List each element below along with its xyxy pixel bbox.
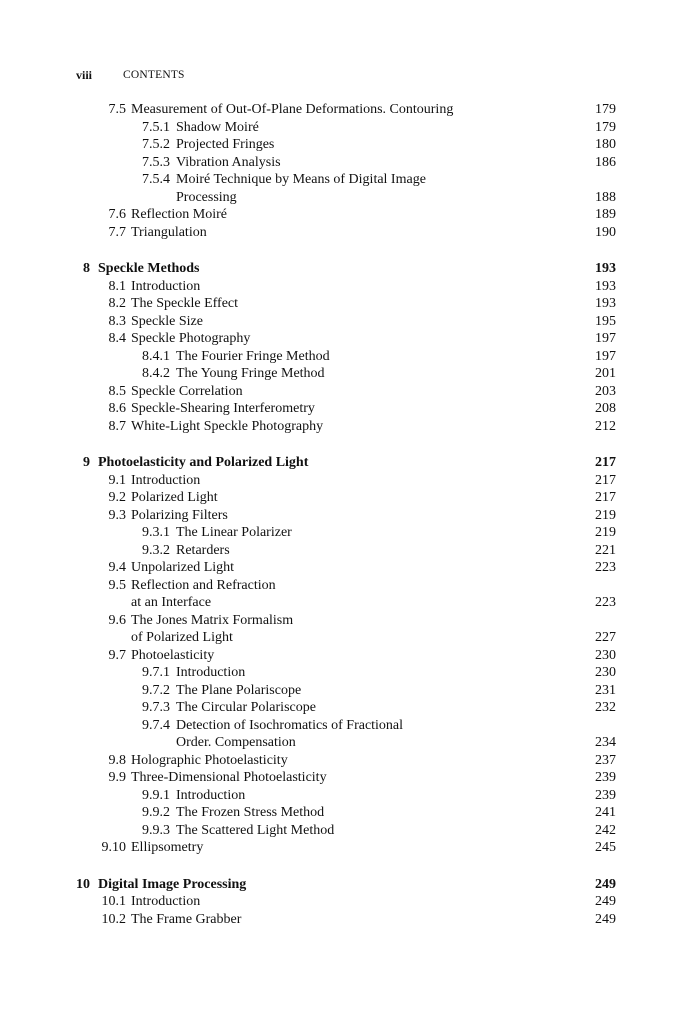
entry-number: 9.9.3 [142, 822, 170, 838]
section-entry[interactable] [0, 577, 695, 595]
entry-number: 9.7.3 [142, 700, 170, 715]
subsection-entry[interactable] [0, 136, 695, 154]
entry-page-number: 208 [595, 401, 616, 416]
entry-number: 9.7 [108, 647, 126, 663]
entry-page-number: 230 [595, 665, 616, 680]
entry-number: 9.9 [108, 770, 126, 785]
entry-page-number: 180 [595, 137, 616, 152]
entry-title: Holographic Photoelasticity [131, 752, 288, 768]
entry-title: Speckle Methods [98, 261, 200, 276]
subsection-entry[interactable] [0, 524, 695, 542]
entry-title: Speckle Size [131, 313, 203, 329]
toc-entry-continuation[interactable] [0, 594, 695, 612]
entry-page-number: 237 [595, 752, 616, 768]
entry-title: Introduction [176, 787, 246, 803]
entry-number: 8.3 [108, 313, 126, 329]
entry-title: Processing [176, 189, 237, 205]
entry-title: Speckle Correlation [131, 383, 243, 399]
entry-number: 9.6 [108, 612, 126, 628]
entry-title: Unpolarized Light [131, 560, 235, 575]
entry-number: 8 [83, 261, 90, 276]
entry-number: 9.7.2 [142, 682, 170, 698]
entry-title: Polarizing Filters [131, 507, 228, 523]
entry-number: 9.3.2 [142, 542, 170, 558]
entry-number: 8.1 [108, 278, 126, 294]
entry-page-number: 203 [595, 383, 616, 399]
entry-title: White-Light Speckle Photography [131, 418, 324, 434]
entry-number: 9.5 [108, 577, 126, 593]
entry-number: 9.7.4 [142, 717, 170, 733]
subsection-entry[interactable] [0, 542, 695, 560]
entry-page-number: 179 [595, 119, 616, 135]
entry-page-number: 193 [595, 261, 616, 276]
toc-entry-continuation[interactable] [0, 629, 695, 647]
entry-title: Retarders [176, 542, 230, 558]
entry-number: 7.5.3 [142, 154, 170, 170]
entry-number: 7.5.1 [142, 119, 170, 135]
subsection-entry[interactable] [0, 804, 695, 822]
group-spacer [0, 857, 695, 876]
entry-title: Reflection and Refraction [131, 577, 276, 593]
subsection-entry[interactable] [0, 154, 695, 172]
entry-title: of Polarized Light [131, 630, 233, 645]
entry-number: 8.5 [108, 383, 126, 399]
subsection-entry[interactable] [0, 171, 695, 189]
entry-page-number: 234 [595, 735, 616, 750]
entry-number: 9.9.1 [142, 787, 170, 803]
entry-title: Detection of Isochromatics of Fractional [176, 717, 404, 733]
entry-title: Three-Dimensional Photoelasticity [131, 770, 327, 785]
entry-title: The Scattered Light Method [176, 822, 335, 838]
page-header [76, 67, 185, 83]
entry-page-number: 249 [595, 894, 616, 909]
section-entry[interactable] [0, 313, 695, 331]
entry-number: 8.4.1 [142, 348, 170, 364]
section-entry[interactable] [0, 839, 695, 857]
entry-title: Ellipsometry [131, 840, 204, 855]
entry-title: Photoelasticity [131, 647, 215, 663]
entry-title: The Circular Polariscope [176, 700, 316, 715]
entry-page-number: 217 [595, 455, 616, 470]
section-entry[interactable] [0, 911, 695, 929]
entry-title: Shadow Moiré [176, 119, 259, 135]
subsection-entry[interactable] [0, 365, 695, 383]
section-entry[interactable] [0, 224, 695, 242]
entry-title: Digital Image Processing [98, 876, 247, 892]
entry-page-number: 217 [595, 490, 616, 505]
entry-number: 9.10 [101, 840, 126, 855]
entry-page-number: 239 [595, 787, 616, 803]
section-entry[interactable] [0, 612, 695, 630]
entry-title: Polarized Light [131, 490, 218, 505]
entry-page-number: 189 [595, 207, 616, 222]
entry-number: 9.2 [108, 490, 126, 505]
section-entry[interactable] [0, 489, 695, 507]
section-entry[interactable] [0, 507, 695, 525]
entry-number: 8.4 [108, 331, 126, 346]
entry-page-number: 186 [595, 154, 616, 170]
entry-number: 7.5.4 [142, 172, 170, 187]
entry-title: Photoelasticity and Polarized Light [98, 455, 309, 470]
entry-title: The Fourier Fringe Method [176, 348, 330, 364]
entry-page-number: 230 [595, 647, 616, 663]
section-entry[interactable] [0, 472, 695, 490]
entry-page-number: 221 [595, 542, 616, 558]
subsection-entry[interactable] [0, 664, 695, 682]
section-entry[interactable] [0, 330, 695, 348]
entry-number: 7.7 [108, 224, 126, 240]
entry-number: 8.7 [108, 418, 126, 434]
chapter-entry[interactable] [0, 260, 695, 278]
entry-page-number: 195 [595, 313, 616, 329]
entry-title: The Plane Polariscope [176, 682, 302, 698]
entry-number: 9.7.1 [142, 665, 170, 680]
entry-page-number: 227 [595, 630, 616, 645]
subsection-entry[interactable] [0, 699, 695, 717]
entry-title: Introduction [131, 278, 201, 294]
section-entry[interactable] [0, 206, 695, 224]
subsection-entry[interactable] [0, 822, 695, 840]
entry-number: 9.3.1 [142, 525, 170, 540]
section-entry[interactable] [0, 559, 695, 577]
entry-title: The Jones Matrix Formalism [131, 612, 294, 628]
section-entry[interactable] [0, 278, 695, 296]
entry-title: Vibration Analysis [176, 154, 281, 170]
entry-page-number: 242 [595, 822, 616, 838]
entry-number: 7.5.2 [142, 137, 170, 152]
entry-page-number: 193 [595, 296, 616, 311]
entry-page-number: 217 [595, 472, 616, 488]
entry-page-number: 190 [595, 224, 616, 240]
entry-page-number: 241 [595, 805, 616, 820]
page-number: viii [76, 68, 93, 82]
entry-number: 8.2 [108, 296, 126, 311]
entry-page-number: 231 [595, 682, 616, 698]
entry-number: 10.2 [101, 911, 126, 927]
entry-title: The Linear Polarizer [176, 525, 292, 540]
chapter-entry[interactable] [0, 876, 695, 894]
section-entry[interactable] [0, 752, 695, 770]
entry-number: 8.4.2 [142, 366, 170, 381]
entry-title: The Young Fringe Method [176, 366, 325, 381]
entry-page-number: 212 [595, 418, 616, 434]
entry-page-number: 249 [595, 911, 616, 927]
section-entry[interactable] [0, 893, 695, 911]
chapter-entry[interactable] [0, 454, 695, 472]
section-entry[interactable] [0, 383, 695, 401]
entry-number: 8.6 [108, 401, 126, 416]
entry-number: 10 [76, 876, 90, 892]
entry-title: Introduction [131, 472, 201, 488]
entry-title: Moiré Technique by Means of Digital Image [176, 172, 426, 187]
entry-title: Triangulation [131, 224, 207, 240]
table-of-contents [0, 101, 695, 928]
entry-number: 7.6 [108, 207, 126, 222]
subsection-entry[interactable] [0, 787, 695, 805]
entry-number: 9 [83, 455, 90, 470]
entry-title: The Speckle Effect [131, 296, 239, 311]
running-title: CONTENTS [123, 69, 185, 81]
entry-page-number: 219 [595, 525, 616, 540]
entry-page-number: 249 [595, 876, 616, 892]
entry-title: Speckle-Shearing Interferometry [131, 401, 315, 416]
subsection-entry[interactable] [0, 119, 695, 137]
entry-title: at an Interface [131, 595, 212, 610]
entry-page-number: 239 [595, 770, 616, 785]
group-spacer [0, 241, 695, 260]
section-entry[interactable] [0, 769, 695, 787]
entry-number: 9.4 [108, 560, 126, 575]
section-entry[interactable] [0, 418, 695, 436]
entry-page-number: 193 [595, 278, 616, 294]
entry-page-number: 197 [595, 331, 616, 346]
section-entry[interactable] [0, 647, 695, 665]
toc-entry-continuation[interactable] [0, 734, 695, 752]
subsection-entry[interactable] [0, 348, 695, 366]
entry-page-number: 223 [595, 595, 616, 610]
entry-title: Speckle Photography [131, 331, 251, 346]
entry-title: Projected Fringes [176, 137, 275, 152]
entry-title: Measurement of Out-Of-Plane Deformations. Contouring [131, 102, 454, 117]
entry-title: Introduction [131, 894, 201, 909]
entry-page-number: 179 [595, 102, 616, 117]
entry-page-number: 223 [595, 560, 616, 575]
entry-page-number: 188 [595, 189, 616, 205]
entry-number: 10.1 [101, 894, 126, 909]
section-entry[interactable] [0, 400, 695, 418]
entry-page-number: 197 [595, 348, 616, 364]
entry-page-number: 201 [595, 366, 616, 381]
entry-title: Order. Compensation [176, 735, 296, 750]
section-entry[interactable] [0, 101, 695, 119]
entry-page-number: 219 [595, 507, 616, 523]
subsection-entry[interactable] [0, 717, 695, 735]
entry-number: 9.9.2 [142, 805, 170, 820]
entry-title: The Frame Grabber [131, 911, 242, 927]
entry-title: Introduction [176, 665, 246, 680]
toc-entry-continuation[interactable] [0, 189, 695, 207]
entry-number: 9.1 [108, 472, 126, 488]
entry-page-number: 232 [595, 700, 616, 715]
entry-number: 7.5 [108, 102, 126, 117]
section-entry[interactable] [0, 295, 695, 313]
entry-number: 9.8 [108, 752, 126, 768]
entry-title: The Frozen Stress Method [176, 805, 325, 820]
group-spacer [0, 435, 695, 454]
entry-page-number: 245 [595, 840, 616, 855]
entry-title: Reflection Moiré [131, 207, 228, 222]
entry-number: 9.3 [108, 507, 126, 523]
subsection-entry[interactable] [0, 682, 695, 700]
